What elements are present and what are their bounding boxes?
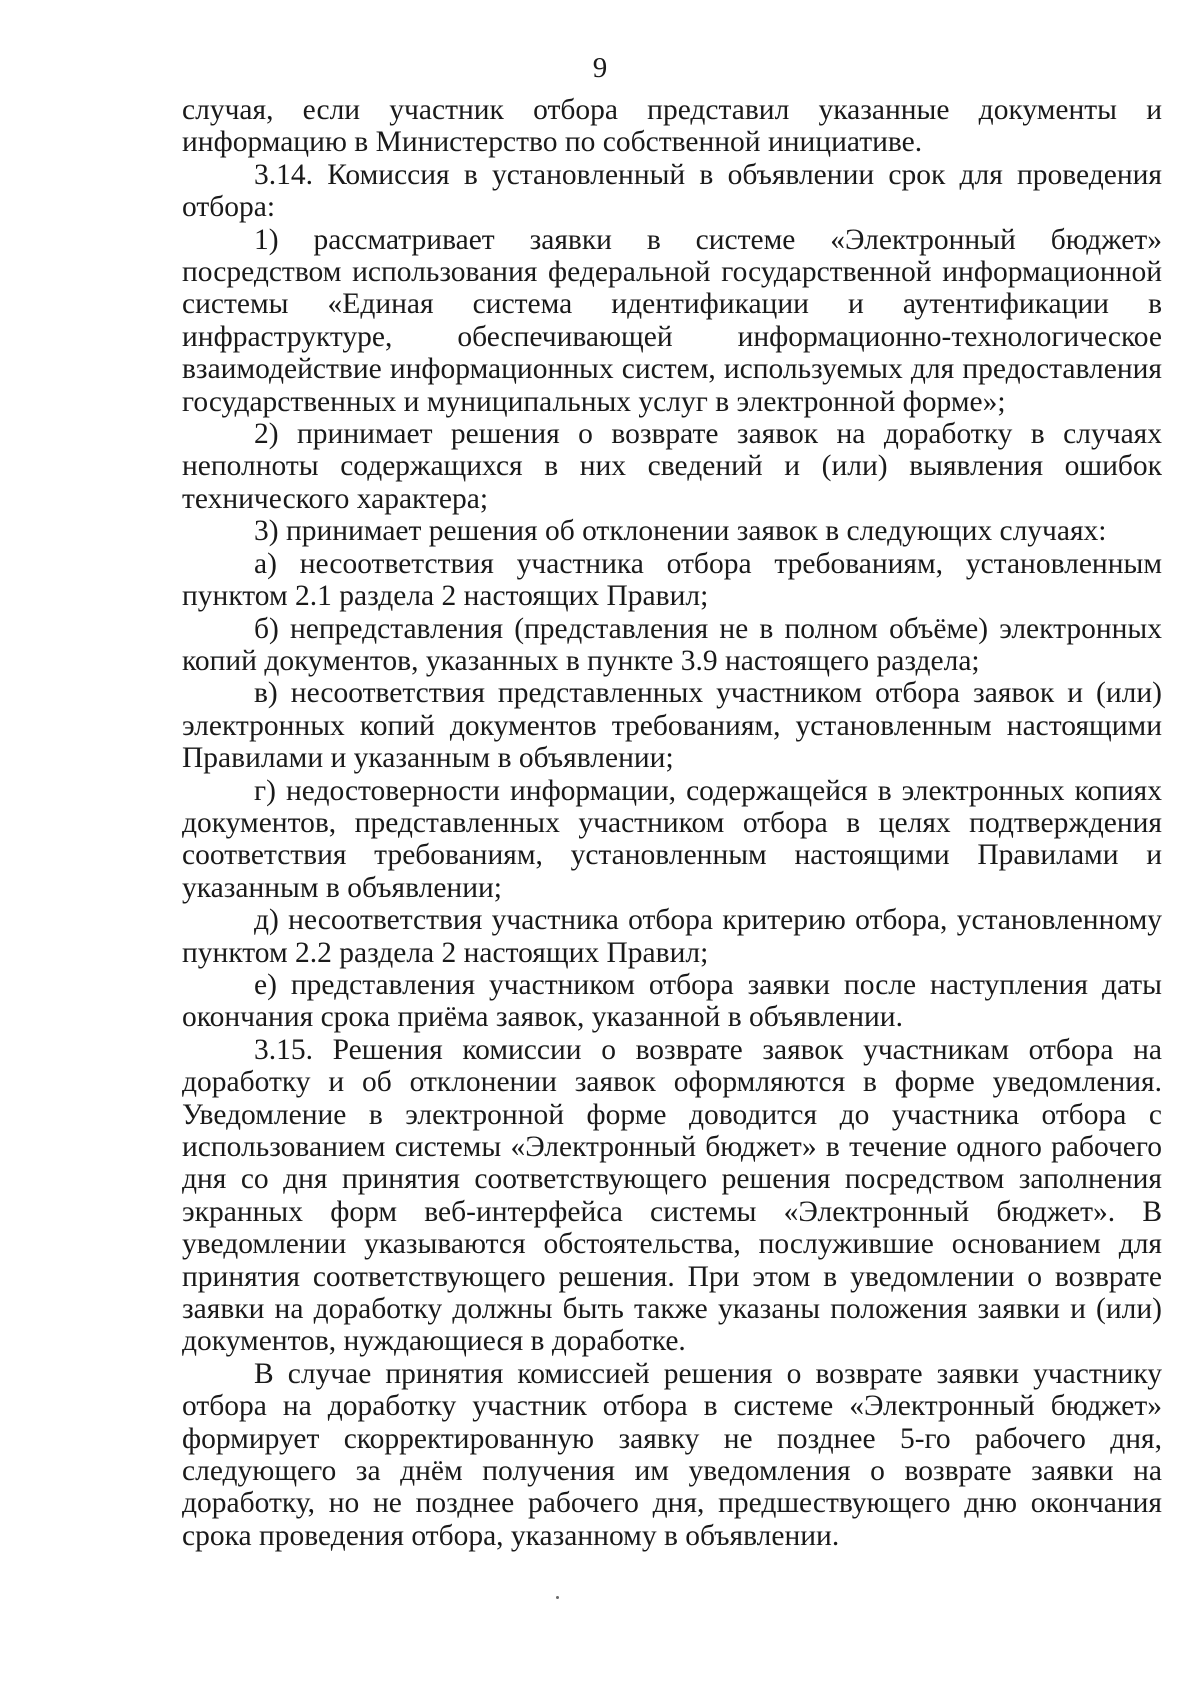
- paragraph-subitem-a: а) несоответствия участника отбора требованиям, установленным пунктом 2.1 раздела 2 настоящих Правил;: [182, 547, 1162, 613]
- paragraph-item-3: 3) принимает решения об отклонении заявок в следующих случаях:: [254, 515, 1107, 548]
- paragraph-subitem-d: д) несоответствия участника отбора критерию отбора, установленному пунктом 2.2 раздела 2 настоящих Правил;: [182, 904, 1162, 969]
- page-number: 9: [592, 52, 608, 84]
- scan-dot-mark: [556, 1596, 559, 1599]
- paragraph-item-2: 2) принимает решения о возврате заявок на доработку в случаях неполноты содержащихся в них сведений и (или) выявления ошибок технического характера;: [182, 418, 1162, 515]
- paragraph-item-1: 1) рассматривает заявки в системе «Электронный бюджет» посредством использования федеральной государственной информационной системы «Единая система идентификации и аутентификации в инфраструктуре, обеспечивающей информационно-технологическое взаимодействие информационных систем, используемых для предоставления государственных и муниципальных услуг в электронной форме»;: [182, 223, 1162, 418]
- paragraph-clause-3-14: 3.14. Комиссия в установленный в объявлении срок для проведения отбора:: [182, 158, 1162, 224]
- paragraph-subitem-v: в) несоответствия представленных участником отбора заявок и (или) электронных копий документов требованиям, установленным настоящими Правилами и указанным в объявлении;: [182, 677, 1162, 775]
- paragraph-correction-rule: В случае принятия комиссией решения о возврате заявки участнику отбора на доработку участник отбора в системе «Электронный бюджет» формирует скорректированную заявку не позднее 5-го рабочего дня, следующего за днём получения им уведомления о возврате заявки на доработку, но не позднее рабочего дня, предшествующего дню окончания срока проведения отбора, указанному в объявлении.: [182, 1357, 1162, 1552]
- paragraph-subitem-e: е) представления участником отбора заявки после наступления даты окончания срока приёма заявок, указанной в объявлении.: [182, 968, 1162, 1034]
- paragraph-clause-3-15: 3.15. Решения комиссии о возврате заявок участникам отбора на доработку и об отклонении заявок оформляются в форме уведомления. Уведомление в электронной форме доводится до участника отбора с использованием системы «Электронный бюджет» в течение одного рабочего дня со дня принятия соответствующего решения посредством заполнения экранных форм веб-интерфейса системы «Электронный бюджет». В уведомлении указываются обстоятельства, послужившие основанием для принятия соответствующего решения. При этом в уведомлении о возврате заявки на доработку должны быть также указаны положения заявки и (или) документов, нуждающиеся в доработке.: [182, 1033, 1162, 1358]
- document-body: [182, 94, 1162, 1552]
- paragraph-continuation: случая, если участник отбора представил указанные документы и информацию в Министерство по собственной инициативе.: [182, 94, 1162, 159]
- paragraph-subitem-b: б) непредставления (представления не в полном объёме) электронных копий документов, указанных в пункте 3.9 настоящего раздела;: [182, 612, 1162, 677]
- paragraph-subitem-g: г) недостоверности информации, содержащейся в электронных копиях документов, представленных участником отбора в целях подтверждения соответствия требованиям, установленным настоящими Правилами и указанным в объявлении;: [182, 774, 1162, 904]
